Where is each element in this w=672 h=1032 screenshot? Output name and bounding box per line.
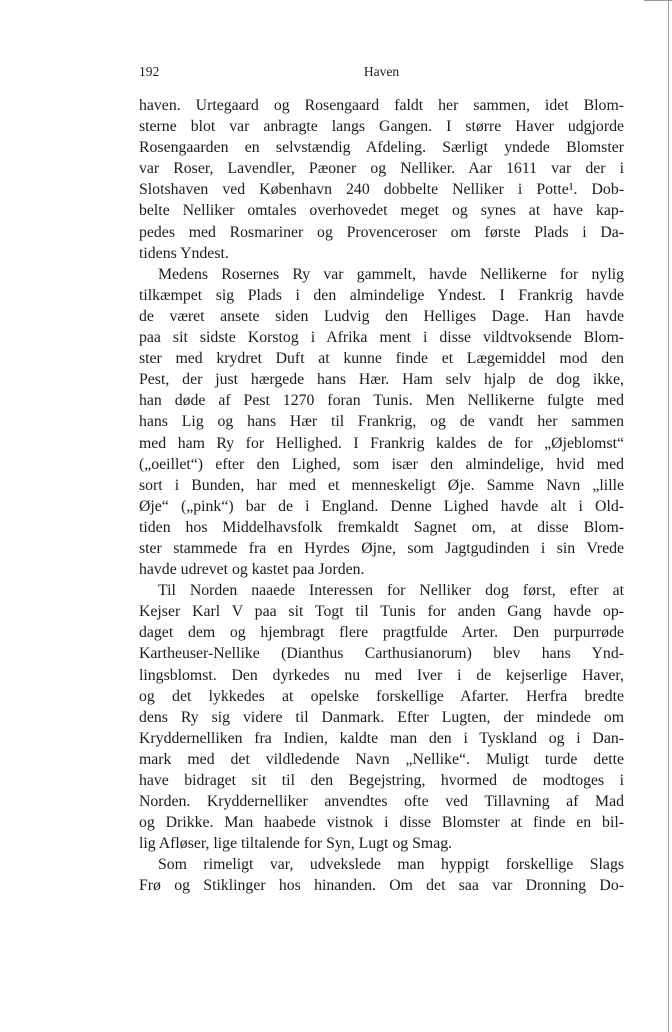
- text-line: Kartheuser-Nellike (Dianthus Carthusianorum) blev hans Ynd-: [139, 645, 624, 663]
- text-line: ster med krydret Duft at kunne finde et Lægemiddel mod den: [139, 350, 624, 368]
- page-number: 192: [139, 64, 160, 79]
- text-line: („oeillet“) efter den Lighed, som især den almindelige, hvid med: [139, 455, 624, 473]
- text-line: belte Nelliker omtales overhovedet meget og synes at have kap-: [139, 202, 624, 220]
- text-line: og det lykkedes at opelske forskellige Afarter. Herfra bredte: [139, 687, 624, 705]
- text-line: og Drikke. Man haabede vistnok i disse Blomster at finde en bil-: [139, 814, 624, 832]
- text-line: tilkæmpet sig Plads i den almindelige Yndest. I Frankrig havde: [139, 286, 624, 304]
- text-line: sort i Bunden, har med et menneskeligt Øje. Samme Navn „lille: [139, 476, 624, 494]
- text-line: Medens Rosernes Ry var gammelt, havde Nellikerne for nylig: [158, 265, 624, 283]
- text-line: Øje“ („pink“) bar de i England. Denne Lighed havde alt i Old-: [139, 497, 624, 515]
- text-line: haven. Urtegaard og Rosengaard faldt her sammen, idet Blom-: [139, 97, 624, 114]
- text-line: daget dem og hjembragt flere pragtfulde Arter. Den purpurrøde: [139, 624, 624, 642]
- text-line: Slotshaven ved København 240 dobbelte Nelliker i Potte¹. Dob-: [139, 181, 624, 199]
- text-line: Rosengaarden en selvstændig Afdeling. Særligt yndede Blomster: [139, 139, 624, 157]
- page-header: [139, 64, 624, 84]
- text-line: de været ansete siden Ludvig den Helliges Dage. Han havde: [139, 307, 624, 325]
- text-line: mark med det vildledende Navn „Nellike“. Muligt turde dette: [139, 750, 624, 768]
- text-line: Pest, der just hærgede hans Hær. Ham selv hjalp de dog ikke,: [139, 371, 624, 389]
- text-line: var Roser, Lavendler, Pæoner og Nelliker. Aar 1611 var der i: [139, 160, 624, 178]
- text-line: hans Lig og hans Hær til Frankrig, og de vandt her sammen: [139, 413, 624, 431]
- running-title: Haven: [363, 64, 400, 79]
- text-line: lingsblomst. Den dyrkedes nu med Iver i de kejserlige Haver,: [139, 666, 624, 684]
- text-line: Norden. Kryddernelliker anvendtes ofte ved Tillavning af Mad: [139, 793, 624, 811]
- text-line: Frø og Stiklinger hos hinanden. Om det saa var Dronning Do-: [139, 877, 624, 895]
- text-line: Kryddernelliken fra Indien, kaldte man den i Tyskland og i Dan-: [139, 729, 624, 747]
- text-line: ster stammede fra en Hyrdes Øjne, som Jagtgudinden i sin Vrede: [139, 539, 624, 557]
- text-line: paa sit sidste Korstog i Afrika ment i disse vildtvoksende Blom-: [139, 329, 624, 347]
- body-text: [139, 95, 624, 897]
- text-line: sterne blot var anbragte langs Gangen. I større Haver udgjorde: [139, 118, 624, 136]
- page-edge-right: [668, 0, 669, 1032]
- text-line: have bidraget sit til den Begejstring, hvormed de modtoges i: [139, 772, 624, 789]
- text-line: Kejser Karl V paa sit Togt til Tunis for anden Gang havde op-: [139, 603, 624, 621]
- text-line: Til Norden naaede Interessen for Nelliker dog først, efter at: [158, 582, 624, 600]
- text-line: tidens Yndest.: [139, 244, 229, 262]
- text-line: lig Afløser, lige tiltalende for Syn, Lugt og Smag.: [139, 835, 453, 853]
- text-line: tiden hos Middelhavsfolk fremkaldt Sagnet om, at disse Blom-: [139, 518, 624, 536]
- text-line: havde udrevet og kastet paa Jorden.: [139, 561, 365, 579]
- text-line: han døde af Pest 1270 foran Tunis. Men Nellikerne fulgte med: [139, 392, 624, 410]
- text-line: dens Ry sig videre til Danmark. Efter Lugten, der mindede om: [139, 708, 624, 726]
- text-line: Som rimeligt var, udvekslede man hyppigt forskellige Slags: [158, 856, 624, 874]
- text-line: med ham Ry for Hellighed. I Frankrig kaldes de for „Øjeblomst“: [139, 434, 624, 452]
- text-line: pedes med Rosmariner og Provenceroser om første Plads i Da-: [139, 223, 624, 241]
